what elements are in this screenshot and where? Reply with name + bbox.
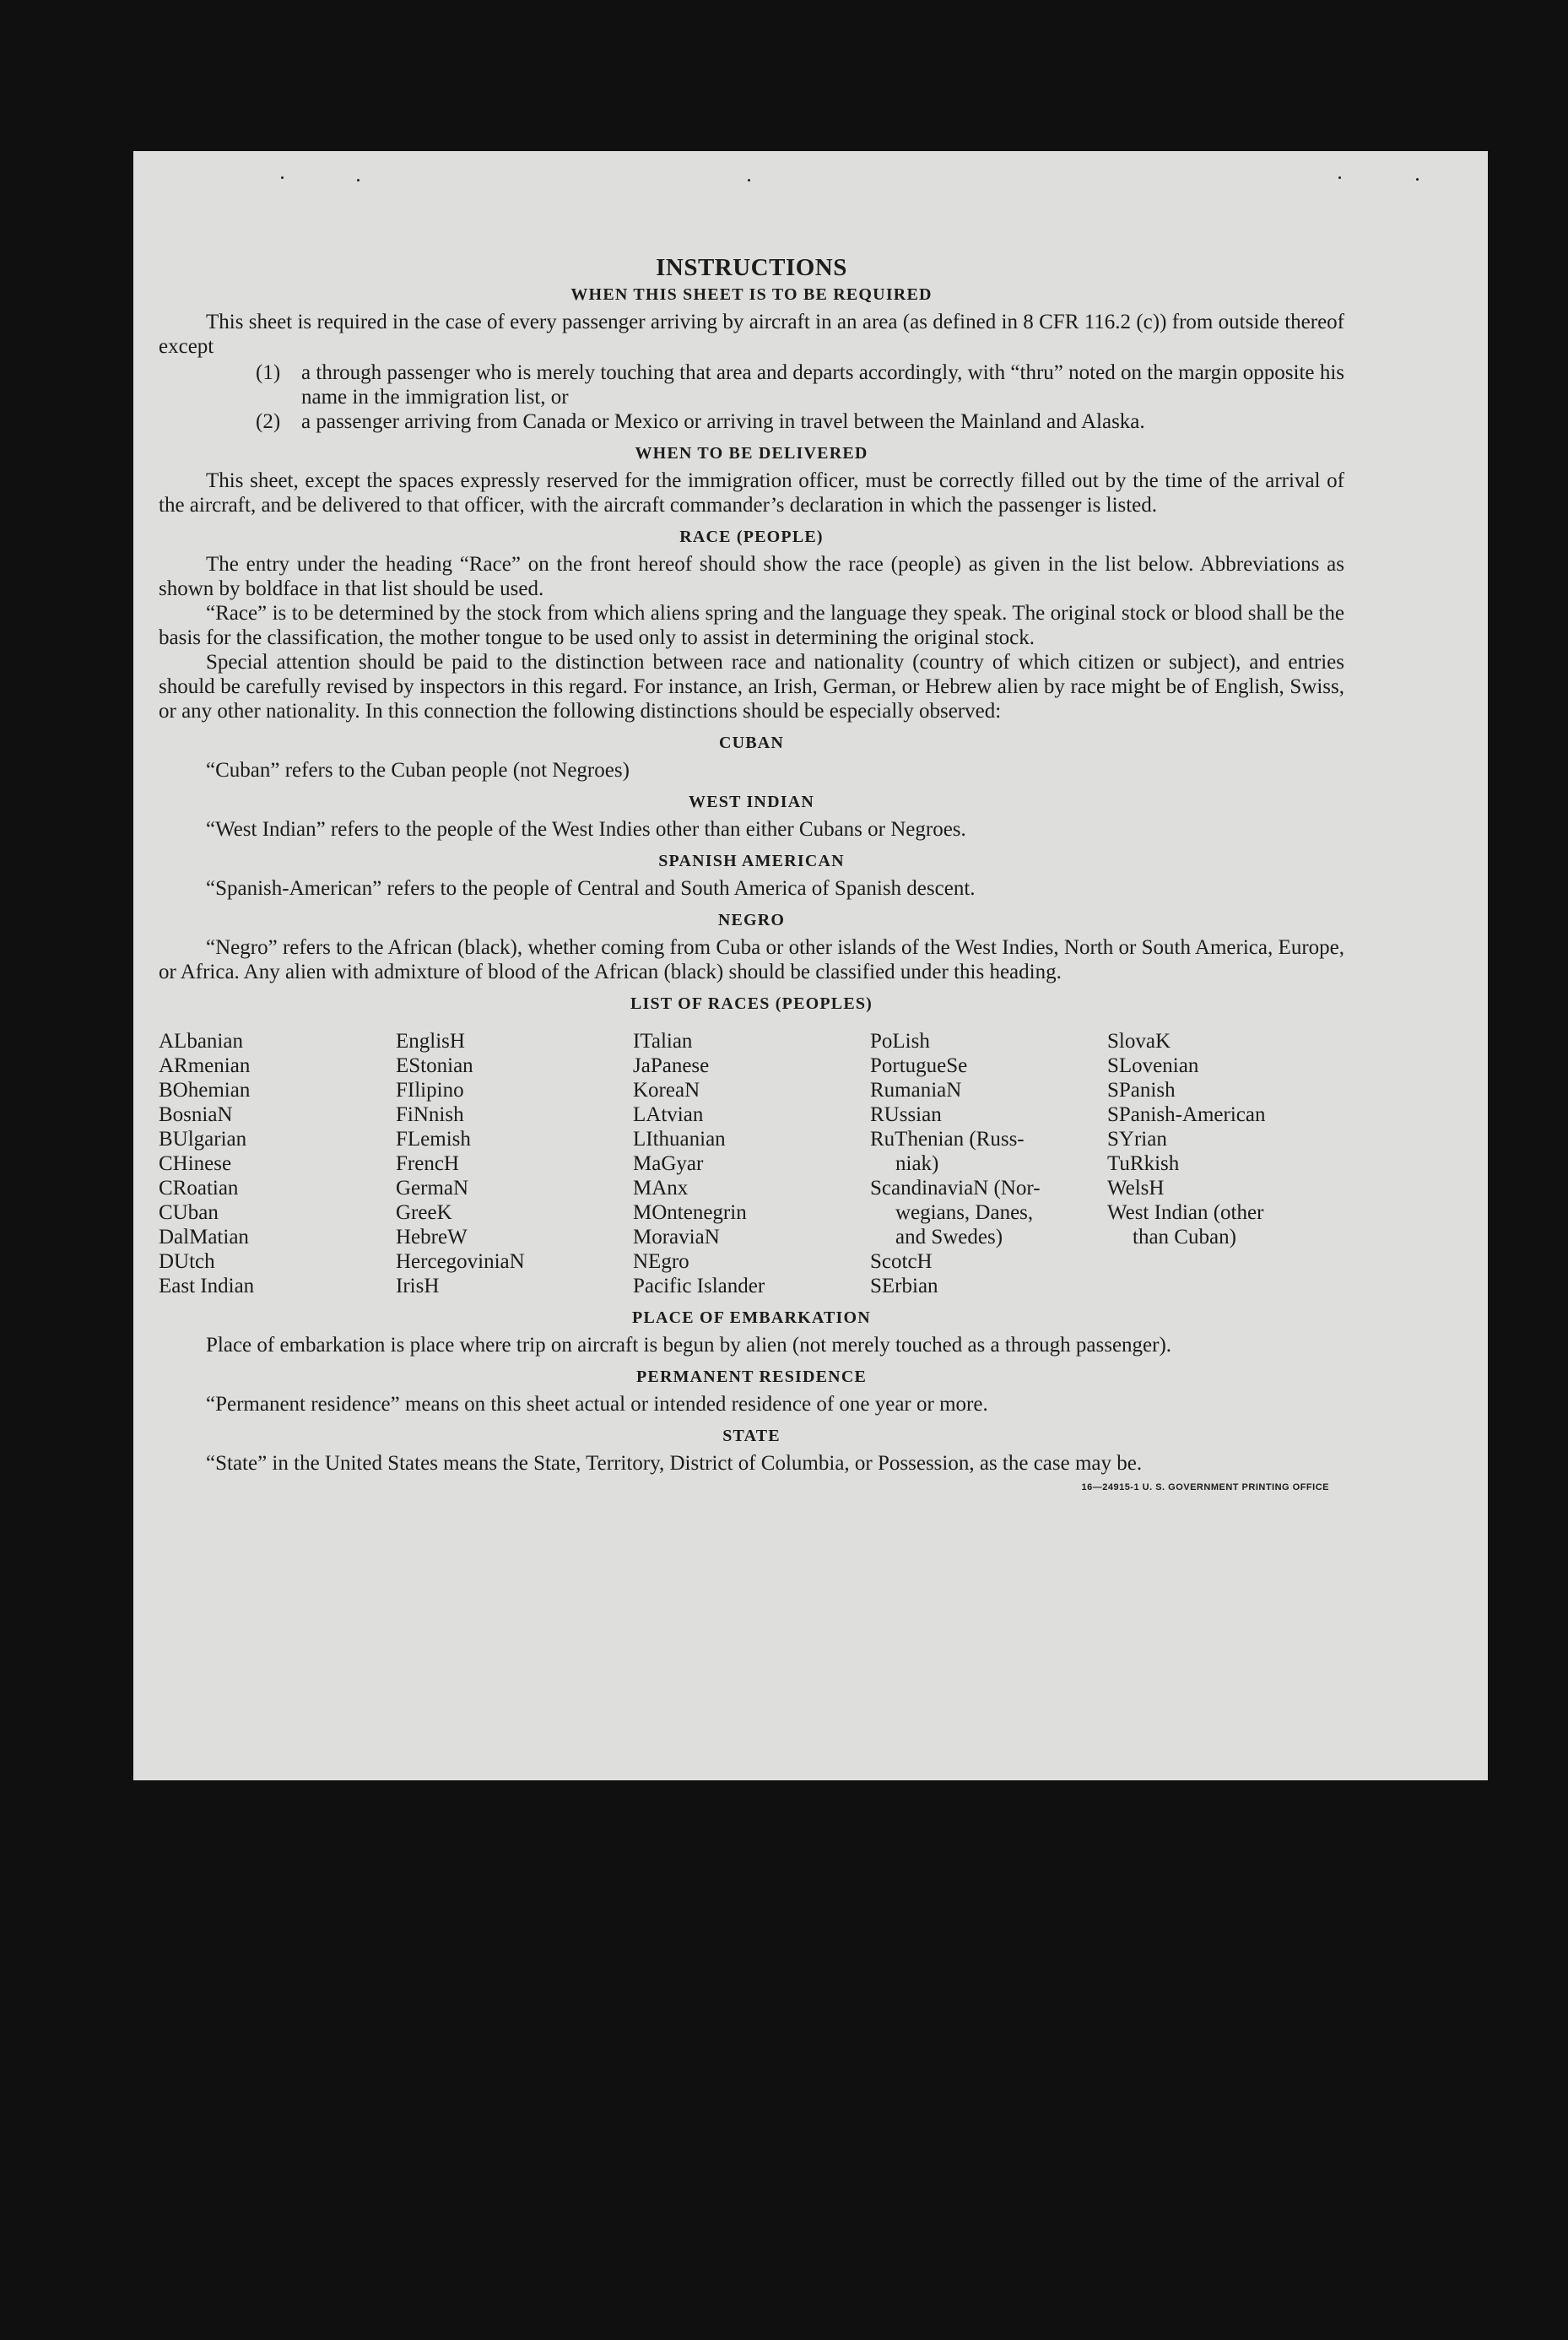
race-entry: GermaN <box>396 1177 469 1200</box>
section-heading-list-of-races: LIST OF RACES (PEOPLES) <box>630 994 873 1013</box>
exceptions-list <box>159 360 1344 434</box>
races-list <box>159 1029 1344 1298</box>
races-column-3 <box>633 1029 870 1298</box>
race-entry: SPanish-American <box>1107 1103 1266 1126</box>
race-entry: SLovenian <box>1107 1054 1199 1077</box>
race-entry: SPanish <box>1107 1079 1176 1102</box>
race-entry: FiNnish <box>396 1103 464 1126</box>
race-entry: TuRkish <box>1107 1152 1180 1175</box>
race-entry: MoraviaN <box>633 1226 720 1249</box>
race-entry: RumaniaN <box>870 1079 962 1102</box>
race-entry: PortugueSe <box>870 1054 968 1077</box>
section-heading-spanish-american: SPANISH AMERICAN <box>658 852 845 870</box>
footer <box>159 1476 1344 1500</box>
speck <box>1416 178 1419 181</box>
race-entry: SlovaK <box>1107 1030 1171 1053</box>
section-heading-residence: PERMANENT RESIDENCE <box>635 1368 868 1386</box>
race-entry: West Indian (other <box>1107 1201 1264 1224</box>
race-entry: JaPanese <box>633 1054 710 1077</box>
race-entry: SErbian <box>870 1275 938 1297</box>
race-entry: BOhemian <box>159 1079 251 1102</box>
race-entry: CUban <box>159 1201 219 1224</box>
section-heading-required: WHEN THIS SHEET IS TO BE REQUIRED <box>570 285 933 304</box>
race-entry: EnglisH <box>396 1030 465 1053</box>
race-paragraph-2: “Race” is to be determined by the stock from which aliens spring and the language they speak. The original stock or blood shall be the basis for the classification, the mother tongue to be used only to assist in determining the original stock. <box>159 602 1344 649</box>
exception-item <box>256 360 1344 409</box>
speck <box>281 176 284 179</box>
race-entry: BUlgarian <box>159 1128 247 1151</box>
race-paragraph-3: Special attention should be paid to the distinction between race and nationality (country of which citizen or subject), and entries should be carefully revised by inspectors in this regard. For instance, an Irish, German, or Hebrew alien by race might be of English, Swiss, or any other nationality. In this connection the following distinctions should be especially observed: <box>159 651 1344 723</box>
race-paragraph-1: The entry under the heading “Race” on the front hereof should show the race (people) as given in the list below. Abbreviations as shown by boldface in that list should be used. <box>159 553 1344 600</box>
race-entry: Pacific Islander <box>633 1275 765 1297</box>
race-entry: FIlipino <box>396 1079 464 1102</box>
embarkation-text: Place of embarkation is place where trip on aircraft is begun by alien (not merely touched as a through passenger). <box>206 1334 1172 1357</box>
exception-text: a through passenger who is merely touching that area and departs accordingly, with “thru” noted on the margin opposite his name in the immigration list, or <box>301 361 1344 409</box>
race-entry-continued: wegians, Danes, <box>895 1201 1034 1224</box>
race-entry: MaGyar <box>633 1152 704 1175</box>
section-heading-cuban: CUBAN <box>718 734 785 752</box>
races-column-2 <box>396 1029 633 1298</box>
race-entry: CRoatian <box>159 1177 239 1200</box>
race-entry: KoreaN <box>633 1079 700 1102</box>
document-page <box>133 151 1488 1780</box>
race-entry: East Indian <box>159 1275 255 1297</box>
negro-text: “Negro” refers to the African (black), whether coming from Cuba or other islands of the West Indies, North or South America, Europe, or Africa. Any alien with admixture of blood of the African (black) should be classified under this heading. <box>159 936 1344 983</box>
race-entry: ARmenian <box>159 1054 251 1077</box>
race-entry: ScotcH <box>870 1250 933 1273</box>
race-entry: DUtch <box>159 1250 215 1273</box>
race-entry: HercegoviniaN <box>396 1250 525 1273</box>
race-entry: ScandinaviaN (Nor- <box>870 1177 1041 1200</box>
race-entry: LAtvian <box>633 1103 704 1126</box>
race-entry: ITalian <box>633 1030 693 1053</box>
exception-number: (2) <box>256 410 281 433</box>
race-entry: HebreW <box>396 1226 468 1249</box>
instructions-content <box>159 254 1344 1500</box>
races-column-4 <box>870 1029 1107 1298</box>
spanish-american-text: “Spanish-American” refers to the people of Central and South America of Spanish descent. <box>206 877 976 900</box>
race-entry: GreeK <box>396 1201 452 1224</box>
state-text: “State” in the United States means the State, Territory, District of Columbia, or Possession, as the case may be. <box>206 1452 1143 1475</box>
exception-item <box>256 409 1344 434</box>
speck <box>748 179 750 181</box>
speck <box>1338 176 1341 179</box>
section-heading-race: RACE (PEOPLE) <box>679 528 824 546</box>
race-entry: NEgro <box>633 1250 689 1273</box>
race-entry: FLemish <box>396 1128 471 1151</box>
race-entry: EStonian <box>396 1054 473 1077</box>
printer-line: 16—24915-1 U. S. GOVERNMENT PRINTING OFFICE <box>1081 1482 1329 1492</box>
exception-text: a passenger arriving from Canada or Mexico or arriving in travel between the Mainland and Alaska. <box>301 410 1145 433</box>
race-entry-continued: niak) <box>895 1152 939 1175</box>
race-entry: SYrian <box>1107 1128 1167 1151</box>
page-title: INSTRUCTIONS <box>656 254 847 281</box>
race-entry: IrisH <box>396 1275 440 1297</box>
required-intro: This sheet is required in the case of every passenger arriving by aircraft in an area (as defined in 8 CFR 116.2 (c)) from outside thereof except <box>159 311 1344 358</box>
race-entry-continued: than Cuban) <box>1133 1226 1236 1249</box>
race-entry: BosniaN <box>159 1103 233 1126</box>
section-heading-embarkation: PLACE OF EMBARKATION <box>632 1308 871 1327</box>
race-entry: PoLish <box>870 1030 930 1053</box>
section-heading-negro: NEGRO <box>717 911 786 929</box>
race-entry: FrencH <box>396 1152 459 1175</box>
cuban-text: “Cuban” refers to the Cuban people (not Negroes) <box>206 759 630 782</box>
race-entry: LIthuanian <box>633 1128 726 1151</box>
races-column-5 <box>1107 1029 1344 1298</box>
west-indian-text: “West Indian” refers to the people of the West Indies other than either Cubans or Negroes. <box>206 818 966 841</box>
race-entry-continued: and Swedes) <box>895 1226 1003 1249</box>
race-entry: WelsH <box>1107 1177 1165 1200</box>
speck <box>357 179 360 181</box>
exception-number: (1) <box>256 361 281 384</box>
race-entry: DalMatian <box>159 1226 249 1249</box>
section-heading-delivered: WHEN TO BE DELIVERED <box>635 444 868 463</box>
race-entry: RuThenian (Russ- <box>870 1128 1025 1151</box>
race-entry: MOntenegrin <box>633 1201 747 1224</box>
race-entry: CHinese <box>159 1152 232 1175</box>
delivered-text: This sheet, except the spaces expressly reserved for the immigration officer, must be correctly filled out by the time of the arrival of the aircraft, and be delivered to that officer, with the aircraft commander’s declaration in which the passenger is listed. <box>159 469 1344 517</box>
section-heading-west-indian: WEST INDIAN <box>689 793 814 811</box>
residence-text: “Permanent residence” means on this sheet actual or intended residence of one year or more. <box>206 1393 988 1416</box>
race-entry: ALbanian <box>159 1030 243 1053</box>
race-entry: MAnx <box>633 1177 689 1200</box>
section-heading-state: STATE <box>722 1427 781 1445</box>
race-entry: RUssian <box>870 1103 942 1126</box>
races-column-1 <box>159 1029 396 1298</box>
